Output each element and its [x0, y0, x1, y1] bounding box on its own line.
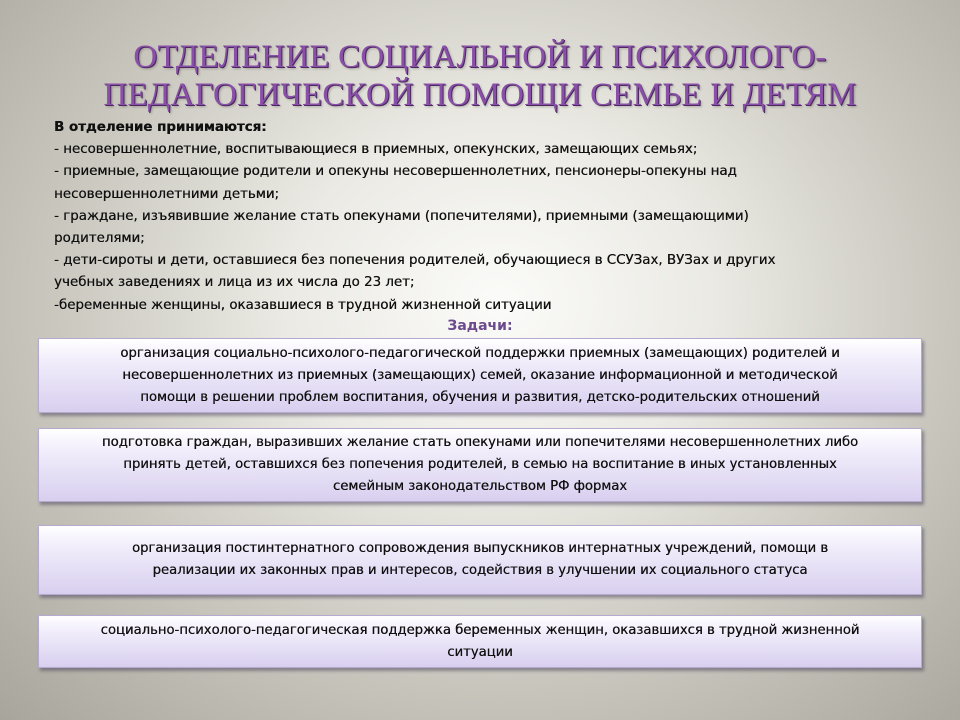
task-box-support — [38, 338, 922, 413]
task-text — [132, 538, 828, 582]
admission-line: -беременные женщины, оказавшиеся в трудной жизненной ситуации — [54, 297, 552, 313]
task-box-graduate-support — [38, 525, 922, 595]
slide-title-line: ПЕДАГОГИЧЕСКОЙ ПОМОЩИ СЕМЬЕ И ДЕТЯМ — [103, 77, 857, 113]
task-text — [101, 620, 860, 664]
admission-line: - несовершеннолетние, воспитывающиеся в приемных, опекунских, замещающих семьях; — [54, 142, 698, 158]
admission-line: родителями; — [54, 231, 145, 247]
task-line: социально-психолого-педагогическая поддержка беременных женщин, оказавшихся в трудной жизненной — [100, 622, 860, 638]
admission-line: несовершеннолетними детьми; — [54, 186, 279, 202]
task-line: подготовка граждан, выразивших желание стать опекунами или попечителями несовершеннолетних либо — [101, 435, 859, 450]
task-line: семейным законодательством РФ формах — [332, 479, 628, 494]
task-line: помощи в решении проблем воспитания, обучения и развития, детско-родительских отношений — [140, 389, 820, 405]
task-text — [102, 432, 858, 498]
admission-line: - приемные, замещающие родители и опекуны несовершеннолетних, пенсионеры-опекуны над — [54, 164, 737, 180]
task-line: организация социально-психолого-педагогической поддержки приемных (замещающих) родителей и — [120, 345, 840, 361]
task-line: организация постинтернатного сопровождения выпускников интернатных учреждений, помощи в — [131, 541, 829, 556]
admission-line: - дети-сироты и дети, оставшиеся без попечения родителей, обучающиеся в ССУЗах, ВУЗах и других — [54, 253, 776, 269]
admission-line: учебных заведениях и лица из их числа до 23 лет; — [54, 275, 415, 291]
tasks-heading: Задачи: — [447, 318, 513, 334]
task-box-pregnant-support — [38, 615, 922, 668]
task-line: ситуации — [447, 644, 513, 660]
slide-title — [40, 38, 920, 114]
task-line: реализации их законных прав и интересов, содействия в улучшении их социального статуса — [152, 563, 808, 578]
task-text — [120, 343, 839, 409]
admission-heading: В отделение принимаются: — [54, 120, 267, 135]
task-line: несовершеннолетних из приемных (замещающих) семей, оказание информационной и методической — [122, 367, 838, 383]
admission-text — [54, 117, 914, 317]
admission-line: - граждане, изъявившие желание стать опекунами (попечителями), приемными (замещающими) — [54, 208, 749, 224]
task-line: принять детей, оставшихся без попечения родителей, в семью на воспитание в иных установленных — [123, 457, 837, 472]
task-box-guardian-training — [38, 428, 922, 502]
slide-title-line: ОТДЕЛЕНИЕ СОЦИАЛЬНОЙ И ПСИХОЛОГО- — [133, 39, 827, 75]
